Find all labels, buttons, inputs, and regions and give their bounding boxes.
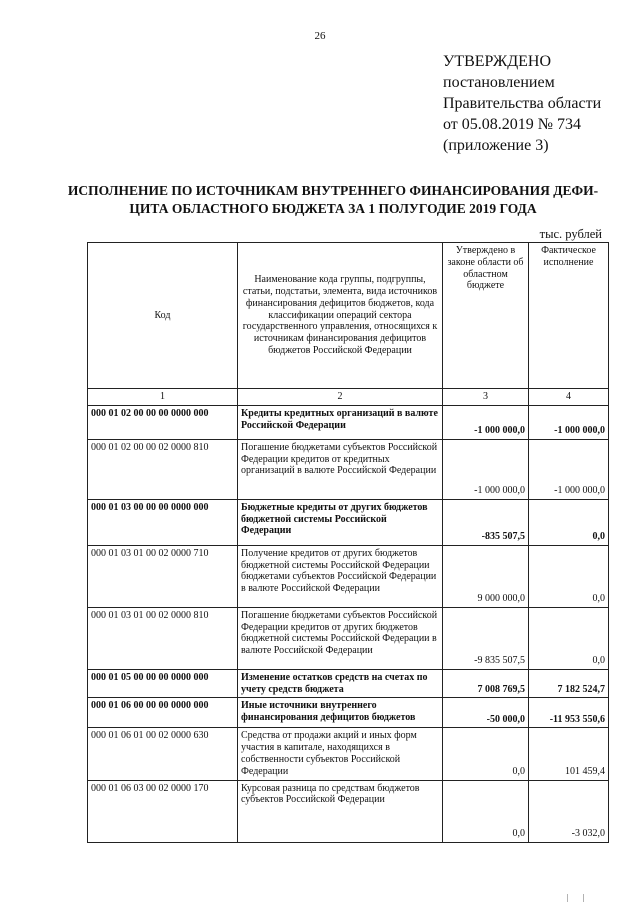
title-line: ИСПОЛНЕНИЕ ПО ИСТОЧНИКАМ ВНУТРЕННЕГО ФИНАНСИРОВАНИЯ ДЕФИ- — [67, 183, 599, 198]
row-actual: 0,0 — [529, 499, 609, 545]
row-actual: -1 000 000,0 — [529, 405, 609, 439]
table-row — [88, 439, 609, 499]
row-approved: -1 000 000,0 — [443, 405, 529, 439]
table-row — [88, 607, 609, 669]
row-approved: -50 000,0 — [443, 698, 529, 728]
row-approved: 7 008 769,5 — [443, 669, 529, 698]
row-approved: 0,0 — [443, 780, 529, 842]
row-code: 000 01 03 01 00 02 0000 810 — [88, 607, 238, 669]
table-row — [88, 499, 609, 545]
row-name: Погашение бюджетами субъектов Российской Федерации кредитов от других бюджетов бюджетной системы Российской Федерации в валюте Российской Федерации — [238, 607, 443, 669]
column-number: 4 — [529, 389, 609, 406]
row-approved: 9 000 000,0 — [443, 545, 529, 607]
table-row — [88, 405, 609, 439]
header-name: Наименование кода группы, подгруппы, статьи, подстатьи, элемента, вида источников финансирования дефицитов бюджетов, кода классификации операций сектора государственного управления, относящихся к источникам финансирования дефицитов бюджетов Российской Федерации — [238, 243, 443, 389]
row-name: Кредиты кредитных организаций в валюте Российской Федерации — [238, 405, 443, 439]
table-row — [88, 780, 609, 842]
approval-line: УТВЕРЖДЕНО — [443, 53, 552, 70]
row-name: Изменение остатков средств на счетах по учету средств бюджета — [238, 669, 443, 698]
page-number: 26 — [314, 30, 326, 42]
row-actual: -11 953 550,6 — [529, 698, 609, 728]
approval-stamp — [443, 51, 601, 156]
header-actual: Фактическое исполнение — [529, 243, 609, 389]
table-row — [88, 698, 609, 728]
scan-marks: | | — [567, 893, 591, 902]
row-name: Средства от продажи акций и иных форм участия в капитале, находящихся в собственности субъектов Российской Федерации — [238, 728, 443, 780]
header-code: Код — [88, 243, 238, 389]
row-actual: -1 000 000,0 — [529, 439, 609, 499]
row-name: Погашение бюджетами субъектов Российской Федерации кредитов от кредитных организаций в валюте Российской Федерации — [238, 439, 443, 499]
row-actual: 0,0 — [529, 545, 609, 607]
title-line: ЦИТА ОБЛАСТНОГО БЮДЖЕТА ЗА 1 ПОЛУГОДИЕ 2019 ГОДА — [129, 201, 537, 216]
header-approved: Утверждено в законе области об областном бюджете — [443, 243, 529, 389]
row-approved: -9 835 507,5 — [443, 607, 529, 669]
row-actual: 0,0 — [529, 607, 609, 669]
row-code: 000 01 06 03 00 02 0000 170 — [88, 780, 238, 842]
units-label: тыс. рублей — [539, 227, 602, 241]
row-actual: -3 032,0 — [529, 780, 609, 842]
approval-line: Правительства области — [443, 95, 602, 112]
row-name: Иные источники внутреннего финансирования дефицитов бюджетов — [238, 698, 443, 728]
approval-line: (приложение 3) — [443, 137, 549, 154]
row-name: Бюджетные кредиты от других бюджетов бюджетной системы Российской Федерации — [238, 499, 443, 545]
row-approved: -1 000 000,0 — [443, 439, 529, 499]
row-code: 000 01 03 00 00 00 0000 000 — [88, 499, 238, 545]
column-number: 1 — [88, 389, 238, 406]
row-actual: 7 182 524,7 — [529, 669, 609, 698]
approval-line: от 05.08.2019 № 734 — [443, 116, 582, 133]
column-number: 2 — [238, 389, 443, 406]
table-row — [88, 728, 609, 780]
row-approved: 0,0 — [443, 728, 529, 780]
table-row — [88, 669, 609, 698]
row-code: 000 01 06 01 00 02 0000 630 — [88, 728, 238, 780]
row-name: Курсовая разница по средствам бюджетов субъектов Российской Федерации — [238, 780, 443, 842]
sources-table — [87, 242, 609, 843]
row-code: 000 01 05 00 00 00 0000 000 — [88, 669, 238, 698]
approval-line: постановлением — [443, 74, 555, 91]
column-number: 3 — [443, 389, 529, 406]
document-title — [58, 182, 608, 218]
row-name: Получение кредитов от других бюджетов бюджетной системы Российской Федерации бюджетами субъектов Российской Федерации в валюте Российской Федерации — [238, 545, 443, 607]
row-actual: 101 459,4 — [529, 728, 609, 780]
row-code: 000 01 03 01 00 02 0000 710 — [88, 545, 238, 607]
table-row — [88, 545, 609, 607]
row-code: 000 01 06 00 00 00 0000 000 — [88, 698, 238, 728]
row-approved: -835 507,5 — [443, 499, 529, 545]
row-code: 000 01 02 00 00 00 0000 000 — [88, 405, 238, 439]
row-code: 000 01 02 00 00 02 0000 810 — [88, 439, 238, 499]
